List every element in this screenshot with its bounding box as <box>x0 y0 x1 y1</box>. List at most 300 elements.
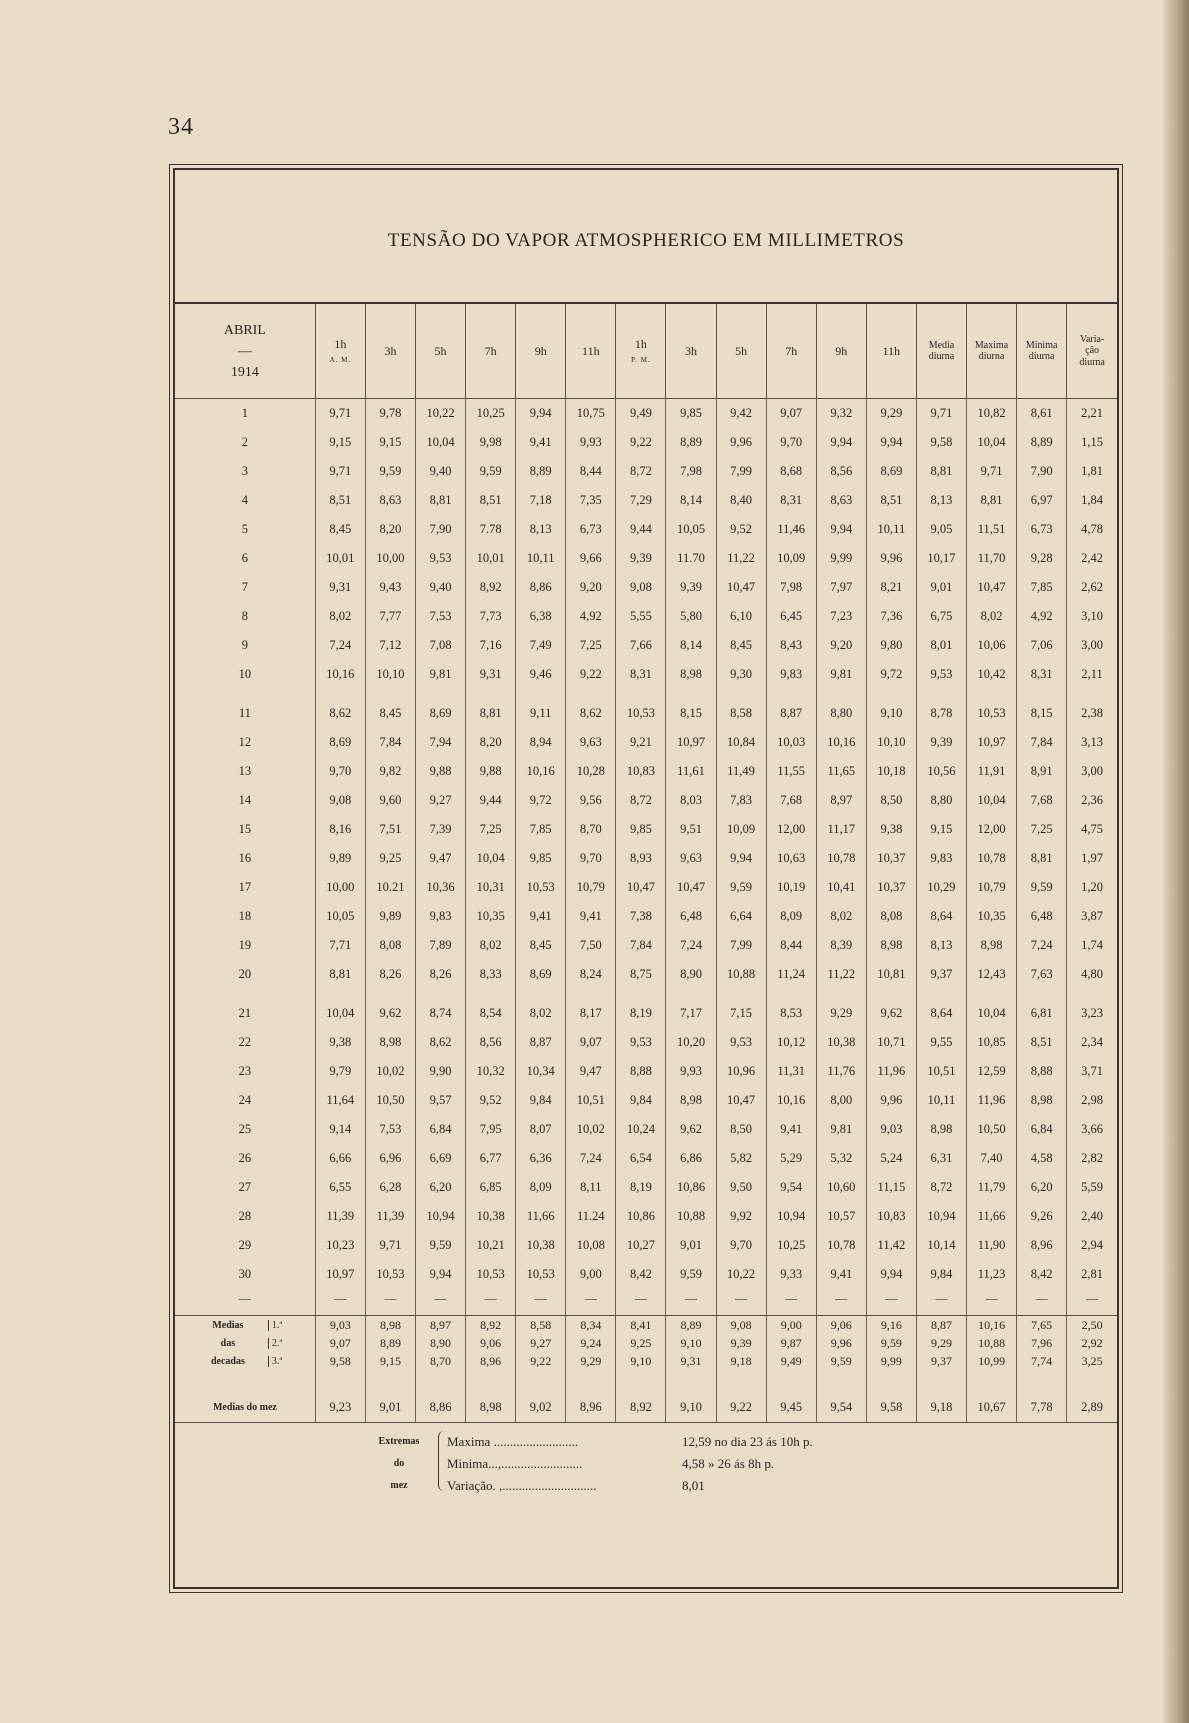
value-cell: 10,94 <box>916 1202 966 1231</box>
dash-cell: — <box>866 1289 916 1307</box>
value-cell: 9,60 <box>365 786 415 815</box>
header-row <box>175 304 1117 399</box>
table-row <box>175 1173 1117 1202</box>
value-cell: 9,01 <box>365 1392 415 1423</box>
value-cell: 10,11 <box>916 1086 966 1115</box>
value-cell: 8,39 <box>816 931 866 960</box>
value-cell: 11,51 <box>967 515 1017 544</box>
value-cell: 8,42 <box>616 1260 666 1289</box>
value-cell: 9,94 <box>716 844 766 873</box>
value-cell: 9,39 <box>666 573 716 602</box>
value-cell: 8,63 <box>365 486 415 515</box>
value-cell: 10,24 <box>616 1115 666 1144</box>
value-cell: 11,49 <box>716 757 766 786</box>
value-cell: 6,86 <box>666 1144 716 1173</box>
value-cell: 6,97 <box>1017 486 1067 515</box>
value-cell: 8,13 <box>916 931 966 960</box>
value-cell: 9,70 <box>716 1231 766 1260</box>
day-cell: 1 <box>241 406 249 420</box>
value-cell: 11,55 <box>766 757 816 786</box>
table-row <box>175 902 1117 931</box>
dash-cell: — <box>916 1289 966 1307</box>
value-cell: 9,71 <box>967 457 1017 486</box>
dash-cell: — <box>315 1289 365 1307</box>
value-cell: 9,42 <box>716 399 766 429</box>
value-cell: 9,83 <box>916 844 966 873</box>
value-cell: 9,72 <box>866 660 916 689</box>
month-dash: — <box>237 343 252 359</box>
value-cell: 6,38 <box>516 602 566 631</box>
extremes-block <box>175 1423 1117 1507</box>
value-cell: 9,01 <box>666 1231 716 1260</box>
value-cell: 9,53 <box>716 1028 766 1057</box>
value-cell: 9,85 <box>616 815 666 844</box>
value-cell: 10,86 <box>666 1173 716 1202</box>
value-cell: 9,15 <box>365 1352 415 1370</box>
value-cell: 11,65 <box>816 757 866 786</box>
value-cell: 8,51 <box>315 486 365 515</box>
value-cell: 7,66 <box>616 631 666 660</box>
value-cell: 9,16 <box>866 1316 916 1335</box>
value-cell: 9,71 <box>916 399 966 429</box>
dash-cell: — <box>365 1289 415 1307</box>
value-cell: 8,97 <box>415 1316 465 1335</box>
value-cell: 7,53 <box>415 602 465 631</box>
value-cell: 9,03 <box>866 1115 916 1144</box>
page-edge <box>1163 0 1189 1723</box>
value-cell: 1,15 <box>1067 428 1117 457</box>
value-cell: 10,16 <box>516 757 566 786</box>
value-cell: 8,75 <box>616 960 666 989</box>
value-cell: 7,84 <box>365 728 415 757</box>
value-cell: 10,47 <box>666 873 716 902</box>
value-cell: 6,48 <box>1017 902 1067 931</box>
value-cell: 9,54 <box>816 1392 866 1423</box>
value-cell: 8,08 <box>365 931 415 960</box>
value-cell: 8,88 <box>616 1057 666 1086</box>
value-cell: 7,23 <box>816 602 866 631</box>
value-cell: 11,70 <box>967 544 1017 573</box>
value-cell: 8,89 <box>516 457 566 486</box>
variacao-header: Varia- ção diurna <box>1067 304 1117 399</box>
value-cell: 7.78 <box>466 515 516 544</box>
value-cell: 10,02 <box>566 1115 616 1144</box>
value-cell: 11,90 <box>967 1231 1017 1260</box>
dash-cell: — <box>967 1289 1017 1307</box>
value-cell: 9,29 <box>816 999 866 1028</box>
value-cell: 8,15 <box>666 699 716 728</box>
value-cell: 9,02 <box>516 1392 566 1423</box>
table-row <box>175 457 1117 486</box>
value-cell: 6,77 <box>466 1144 516 1173</box>
value-cell: 8,89 <box>666 1316 716 1335</box>
value-cell: 9,26 <box>1017 1202 1067 1231</box>
value-cell: 6,45 <box>766 602 816 631</box>
value-cell: 9,10 <box>666 1392 716 1423</box>
value-cell: 9,70 <box>766 428 816 457</box>
vapor-tension-table <box>175 304 1117 1423</box>
value-cell: 10,96 <box>716 1057 766 1086</box>
day-cell: 25 <box>238 1122 252 1136</box>
value-cell: 9,71 <box>315 399 365 429</box>
day-cell: 16 <box>238 851 252 865</box>
value-cell: 9,66 <box>566 544 616 573</box>
value-cell: 10,09 <box>716 815 766 844</box>
value-cell: 9,82 <box>365 757 415 786</box>
day-cell: 14 <box>238 793 252 807</box>
value-cell: 9,07 <box>766 399 816 429</box>
value-cell: 10,94 <box>766 1202 816 1231</box>
value-cell: 9,93 <box>666 1057 716 1086</box>
day-cell: 11 <box>238 706 251 720</box>
value-cell: 9,24 <box>566 1334 616 1352</box>
value-cell: 10,78 <box>816 844 866 873</box>
value-cell: 8,87 <box>516 1028 566 1057</box>
value-cell: 9,45 <box>766 1392 816 1423</box>
value-cell: 10,56 <box>916 757 966 786</box>
value-cell: 4,92 <box>1017 602 1067 631</box>
value-cell: 8,16 <box>315 815 365 844</box>
value-cell: 9,00 <box>566 1260 616 1289</box>
value-cell: 10,42 <box>967 660 1017 689</box>
table-row <box>175 486 1117 515</box>
value-cell: 6,85 <box>466 1173 516 1202</box>
value-cell: 9,59 <box>816 1352 866 1370</box>
value-cell: 8,31 <box>1017 660 1067 689</box>
value-cell: 9,59 <box>1017 873 1067 902</box>
value-cell: 10,53 <box>967 699 1017 728</box>
value-cell: 10,08 <box>566 1231 616 1260</box>
value-cell: 10,34 <box>516 1057 566 1086</box>
value-cell: 11,61 <box>666 757 716 786</box>
value-cell: 7,97 <box>816 573 866 602</box>
value-cell: 10,01 <box>466 544 516 573</box>
value-cell: 9,93 <box>566 428 616 457</box>
day-cell: 8 <box>241 609 249 623</box>
dash-cell: — <box>1067 1289 1117 1307</box>
value-cell: 10,00 <box>365 544 415 573</box>
am-label: A. M. <box>329 356 352 365</box>
value-cell: 9,27 <box>516 1334 566 1352</box>
value-cell: 7,35 <box>566 486 616 515</box>
value-cell: 9,94 <box>866 1260 916 1289</box>
value-cell: 8,74 <box>415 999 465 1028</box>
page-number: 34 <box>168 114 194 140</box>
value-cell: 4,78 <box>1067 515 1117 544</box>
value-cell: 7,99 <box>716 931 766 960</box>
value-cell: 9,81 <box>816 660 866 689</box>
day-cell: 4 <box>241 493 249 507</box>
value-cell: 7,12 <box>365 631 415 660</box>
value-cell: 9,58 <box>315 1352 365 1370</box>
value-cell: 8,02 <box>516 999 566 1028</box>
value-cell: 9,62 <box>666 1115 716 1144</box>
value-cell: 8,69 <box>516 960 566 989</box>
value-cell: 9,89 <box>365 902 415 931</box>
value-cell: 11,96 <box>967 1086 1017 1115</box>
value-cell: 1,20 <box>1067 873 1117 902</box>
value-cell: 12,43 <box>967 960 1017 989</box>
value-cell: 3,23 <box>1067 999 1117 1028</box>
day-cell: 18 <box>238 909 252 923</box>
extremes-brace <box>438 1431 445 1491</box>
day-cell: 10 <box>238 667 252 681</box>
dash-cell: — <box>766 1289 816 1307</box>
value-cell: 9,21 <box>616 728 666 757</box>
value-cell: 10,94 <box>415 1202 465 1231</box>
value-cell: 6,10 <box>716 602 766 631</box>
value-cell: 8,91 <box>1017 757 1067 786</box>
table-row <box>175 1231 1117 1260</box>
value-cell: 10,88 <box>967 1334 1017 1352</box>
value-cell: 2,42 <box>1067 544 1117 573</box>
day-cell: 27 <box>238 1180 252 1194</box>
value-cell: 9,15 <box>916 815 966 844</box>
value-cell: 4,58 <box>1017 1144 1067 1173</box>
value-cell: 9,39 <box>616 544 666 573</box>
table-row <box>175 999 1117 1028</box>
hour-header: 5h <box>716 304 766 399</box>
value-cell: 8,61 <box>1017 399 1067 429</box>
value-cell: 9,28 <box>1017 544 1067 573</box>
value-cell: 9,81 <box>415 660 465 689</box>
value-cell: 9,98 <box>466 428 516 457</box>
value-cell: 9,40 <box>415 573 465 602</box>
value-cell: 10,79 <box>566 873 616 902</box>
value-cell: 8,19 <box>616 999 666 1028</box>
value-cell: 11,39 <box>315 1202 365 1231</box>
value-cell: 10,51 <box>566 1086 616 1115</box>
value-cell: 8,51 <box>466 486 516 515</box>
value-cell: 2,92 <box>1067 1334 1117 1352</box>
day-cell: 30 <box>238 1267 252 1281</box>
value-cell: 9,00 <box>766 1316 816 1335</box>
table-row <box>175 844 1117 873</box>
value-cell: 8,96 <box>566 1392 616 1423</box>
value-cell: 10,83 <box>616 757 666 786</box>
value-cell: 9,70 <box>566 844 616 873</box>
value-cell: 9,03 <box>315 1316 365 1335</box>
value-cell: 7,63 <box>1017 960 1067 989</box>
value-cell: 10,09 <box>766 544 816 573</box>
value-cell: 7,95 <box>466 1115 516 1144</box>
value-cell: 7,68 <box>1017 786 1067 815</box>
value-cell: 11,17 <box>816 815 866 844</box>
value-cell: 9,25 <box>365 844 415 873</box>
value-cell: 2,40 <box>1067 1202 1117 1231</box>
value-cell: 9,22 <box>616 428 666 457</box>
value-cell: 9,96 <box>816 1334 866 1352</box>
value-cell: 10,22 <box>415 399 465 429</box>
value-cell: 9,38 <box>866 815 916 844</box>
value-cell: 9,31 <box>466 660 516 689</box>
value-cell: 8,50 <box>866 786 916 815</box>
value-cell: 9,96 <box>866 1086 916 1115</box>
value-cell: 9,87 <box>766 1334 816 1352</box>
value-cell: 6,20 <box>1017 1173 1067 1202</box>
value-cell: 7,84 <box>616 931 666 960</box>
value-cell: 10,00 <box>315 873 365 902</box>
value-cell: 8,44 <box>766 931 816 960</box>
value-cell: 9,01 <box>916 573 966 602</box>
value-cell: 11,46 <box>766 515 816 544</box>
value-cell: 9,10 <box>866 699 916 728</box>
value-cell: 9,06 <box>466 1334 516 1352</box>
month-header <box>175 304 315 399</box>
value-cell: 9,80 <box>866 631 916 660</box>
table-row <box>175 1057 1117 1086</box>
value-cell: 10,50 <box>365 1086 415 1115</box>
day-cell: 6 <box>241 551 249 565</box>
value-cell: 8,42 <box>1017 1260 1067 1289</box>
value-cell: 9,62 <box>866 999 916 1028</box>
value-cell: 6,66 <box>315 1144 365 1173</box>
day-cell: 19 <box>238 938 252 952</box>
value-cell: 7,85 <box>1017 573 1067 602</box>
value-cell: 10,41 <box>816 873 866 902</box>
value-cell: 10,47 <box>716 573 766 602</box>
dash-cell: — <box>816 1289 866 1307</box>
value-cell: 9,89 <box>315 844 365 873</box>
value-cell: 9,57 <box>415 1086 465 1115</box>
year-label: 1914 <box>230 364 259 380</box>
value-cell: 7,40 <box>967 1144 1017 1173</box>
value-cell: 9,49 <box>766 1352 816 1370</box>
value-cell: 9,10 <box>616 1352 666 1370</box>
value-cell: 8,92 <box>466 1316 516 1335</box>
value-cell: 9,30 <box>716 660 766 689</box>
value-cell: 9,94 <box>516 399 566 429</box>
value-cell: 10,14 <box>916 1231 966 1260</box>
value-cell: 9,07 <box>315 1334 365 1352</box>
value-cell: 11,64 <box>315 1086 365 1115</box>
value-cell: 10,51 <box>916 1057 966 1086</box>
value-cell: 8,31 <box>766 486 816 515</box>
value-cell: 9,59 <box>415 1231 465 1260</box>
value-cell: 9,71 <box>315 457 365 486</box>
dash-cell: — <box>566 1289 616 1307</box>
value-cell: 3,87 <box>1067 902 1117 931</box>
value-cell: 8,98 <box>365 1316 415 1335</box>
value-cell: 7,65 <box>1017 1316 1067 1335</box>
value-cell: 7,77 <box>365 602 415 631</box>
value-cell: 12,00 <box>967 815 1017 844</box>
dash-cell: — <box>666 1289 716 1307</box>
value-cell: 10,23 <box>315 1231 365 1260</box>
value-cell: 9,47 <box>415 844 465 873</box>
value-cell: 10,97 <box>666 728 716 757</box>
value-cell: 9,37 <box>916 1352 966 1370</box>
value-cell: 8,92 <box>616 1392 666 1423</box>
value-cell: 8,86 <box>415 1392 465 1423</box>
value-cell: 8,02 <box>816 902 866 931</box>
value-cell: 2,38 <box>1067 699 1117 728</box>
value-cell: 10,38 <box>516 1231 566 1260</box>
value-cell: 9,39 <box>916 728 966 757</box>
value-cell: 8,54 <box>466 999 516 1028</box>
value-cell: 9,49 <box>616 399 666 429</box>
table-row <box>175 1202 1117 1231</box>
value-cell: 9,55 <box>916 1028 966 1057</box>
value-cell: 10,16 <box>816 728 866 757</box>
value-cell: 7,90 <box>415 515 465 544</box>
dash-cell: — <box>238 1290 251 1305</box>
value-cell: 8,20 <box>365 515 415 544</box>
table-row <box>175 873 1117 902</box>
table-row <box>175 931 1117 960</box>
value-cell: 7,36 <box>866 602 916 631</box>
hour-header: 7h <box>466 304 516 399</box>
value-cell: 8,17 <box>566 999 616 1028</box>
value-cell: 8,50 <box>716 1115 766 1144</box>
value-cell: 8,43 <box>766 631 816 660</box>
value-cell: 7,25 <box>1017 815 1067 844</box>
value-cell: 7,24 <box>566 1144 616 1173</box>
table-row <box>175 631 1117 660</box>
value-cell: 6,31 <box>916 1144 966 1173</box>
value-cell: 10,53 <box>466 1260 516 1289</box>
day-cell: 12 <box>238 735 252 749</box>
value-cell: 2,36 <box>1067 786 1117 815</box>
value-cell: 10,11 <box>516 544 566 573</box>
value-cell: 10,57 <box>816 1202 866 1231</box>
value-cell: 8,15 <box>1017 699 1067 728</box>
table-row <box>175 1028 1117 1057</box>
value-cell: 9,78 <box>365 399 415 429</box>
value-cell: 8,64 <box>916 999 966 1028</box>
value-cell: 3,00 <box>1067 757 1117 786</box>
value-cell: 11,31 <box>766 1057 816 1086</box>
value-cell: 8,98 <box>365 1028 415 1057</box>
value-cell: 8,98 <box>967 931 1017 960</box>
value-cell: 10,60 <box>816 1173 866 1202</box>
value-cell: 9,94 <box>816 515 866 544</box>
value-cell: 10,04 <box>967 786 1017 815</box>
value-cell: 9,22 <box>566 660 616 689</box>
value-cell: 8,98 <box>866 931 916 960</box>
value-cell: 8,81 <box>916 457 966 486</box>
value-cell: 5,32 <box>816 1144 866 1173</box>
value-cell: 8,63 <box>816 486 866 515</box>
value-cell: 9,53 <box>616 1028 666 1057</box>
value-cell: 9,63 <box>566 728 616 757</box>
value-cell: 4,75 <box>1067 815 1117 844</box>
value-cell: 8,98 <box>666 660 716 689</box>
month-label: ABRIL <box>223 322 266 338</box>
value-cell: 10,04 <box>466 844 516 873</box>
value-cell: 10,11 <box>866 515 916 544</box>
table-body <box>175 399 1117 1423</box>
value-cell: 10,78 <box>816 1231 866 1260</box>
value-cell: 5,55 <box>616 602 666 631</box>
hour-header: 1h A. M. <box>315 304 365 399</box>
table-title: TENSÃO DO VAPOR ATMOSPHERICO EM MILLIMETROS <box>387 230 905 251</box>
value-cell: 9,41 <box>566 902 616 931</box>
value-cell: 10,02 <box>365 1057 415 1086</box>
value-cell: 9,29 <box>916 1334 966 1352</box>
value-cell: 11,79 <box>967 1173 1017 1202</box>
value-cell: 9,99 <box>866 1352 916 1370</box>
value-cell: 10,88 <box>716 960 766 989</box>
spacer-row <box>175 1370 1117 1392</box>
value-cell: 8,97 <box>816 786 866 815</box>
value-cell: 8,89 <box>1017 428 1067 457</box>
decade-label: decadas 3.ª <box>175 1352 315 1370</box>
value-cell: 10,22 <box>716 1260 766 1289</box>
value-cell: 8,13 <box>916 486 966 515</box>
value-cell: 8,09 <box>516 1173 566 1202</box>
decade-label: das 2.ª <box>175 1334 315 1352</box>
